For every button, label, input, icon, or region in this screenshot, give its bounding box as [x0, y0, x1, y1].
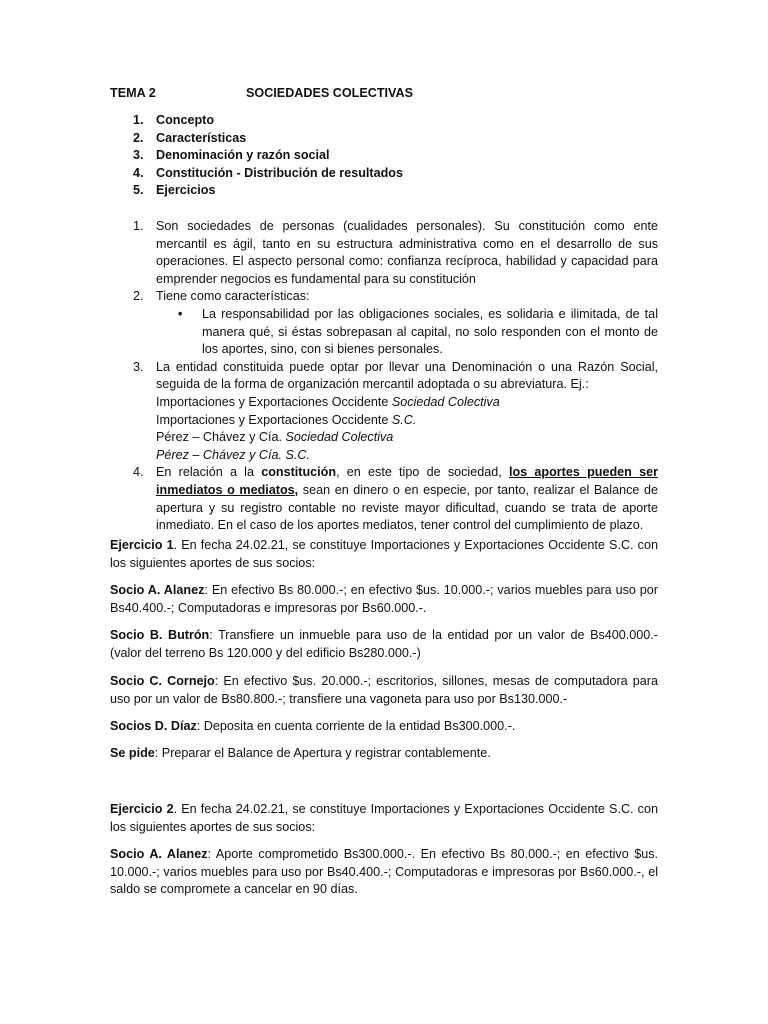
- contents-item: 1. Concepto: [133, 113, 215, 127]
- contents-list: [110, 112, 403, 200]
- content-list: [110, 218, 658, 535]
- contents-item: 5. Ejercicios: [133, 183, 216, 198]
- exercise-1-socio-b: Socio B. Butrón: Transfiere un inmueble para uso de la entidad por un valor de Bs400.000.- (valor del terreno Bs 120.000 y del edificio Bs280.000.-): [110, 628, 658, 660]
- page-title: [110, 85, 413, 103]
- constitution-item: 4. En relación a la constitución, en este tipo de sociedad, los aportes pueden ser inmediatos o mediatos, sean en dinero o en especie, por tanto, realizar el Balance de apertura y su registro contable no reviste mayor dificultad, cuando se trata de aporte inmediato. En el caso de los aportes mediatos, tener control del cumplimiento de plazo.: [133, 465, 658, 533]
- exercise-2-intro: Ejercicio 2. En fecha 24.02.21, se constituye Importaciones y Exportaciones Occidente S.C. con los siguientes aportes de sus socios:: [110, 802, 658, 834]
- exercise-1-socio-a: Socio A. Alanez: En efectivo Bs 80.000.-; en efectivo $us. 10.000.-; varios muebles para uso por Bs40.400.-; Computadoras e impresoras por Bs60.000.-.: [110, 583, 659, 615]
- contents-item: 4. Constitución - Distribución de resultados: [133, 165, 403, 180]
- exercise-2-socio-a: Socio A. Alanez: Aporte comprometido Bs300.000.-. En efectivo Bs 80.000.-; en efectivo $us. 10.000.-; varios muebles para uso por Bs40.400.-; Computadoras e impresoras por Bs60.000.-, el saldo se compromete a cancelar en 90 días.: [110, 847, 658, 897]
- characteristics-bullets: [156, 306, 658, 359]
- bullet-item: • La responsabilidad por las obligaciones sociales, es solidaria e ilimitada, de tal manera qué, si éstas sobrepasan al capital, no solo responden con el monto de los aportes, sino, con si bienes personales.: [178, 306, 658, 357]
- characteristics-text: Tiene como características:: [156, 289, 310, 304]
- contents-item: 3. Denominación y razón social: [133, 148, 330, 163]
- exercise-1-task: Se pide: Preparar el Balance de Apertura y registrar contablemente.: [110, 746, 491, 760]
- exercise-1-intro: Ejercicio 1. En fecha 24.02.21, se constituye Importaciones y Exportaciones Occidente S.C. con los siguientes aportes de sus socios:: [110, 538, 658, 570]
- exercise-1-socio-d: Socios D. Díaz: Deposita en cuenta corriente de la entidad Bs300.000.-.: [110, 719, 516, 733]
- denomination-text: La entidad constituida puede optar por llevar una Denominación o una Razón Social, seguida de la forma de organización mercantil adoptada o su abreviatura. Ej.:: [156, 359, 658, 392]
- denomination-item: 3. La entidad constituida puede optar por llevar una Denominación o una Razón Social, seguida de la forma de organización mercantil adoptada o su abreviatura. Ej.: Importaciones y Exportaciones Occidente Sociedad Colectiva Importaciones y Exportaciones Occidente S.C. Pérez – Chávez y Cía. Sociedad Colectiva Pérez – Chávez y Cía. S.C.: [133, 359, 658, 462]
- concept-text: Son sociedades de personas (cualidades personales). Su constitución como ente mercantil es ágil, tanto en su estructura administrativa como en el desarrollo de sus operaciones. El aspecto personal como: confianza recíproca, habilidad y capacidad para emprender negocios es fundamental para su constitución: [156, 219, 658, 286]
- contents-item: 2. Características: [133, 130, 247, 145]
- characteristics-item: 2. Tiene como características: • La responsabilidad por las obligaciones sociales, es solidaria e ilimitada, de tal manera qué, si éstas sobrepasan al capital, no solo responden con el monto de los aportes, sino, con si bienes personales.: [110, 288, 658, 358]
- concept-item: 1. Son sociedades de personas (cualidades personales). Su constitución como ente mercantil es ágil, tanto en su estructura administrativa como en el desarrollo de sus operaciones. El aspecto personal como: confianza recíproca, habilidad y capacidad para emprender negocios es fundamental para su constitución: [133, 219, 658, 286]
- exercise-1-socio-c: Socio C. Cornejo: En efectivo $us. 20.000.-; escritorios, sillones, mesas de computadora para uso por un valor de Bs80.800.-; transfiere una vagoneta para uso por Bs130.000.-: [110, 674, 658, 706]
- tema-title: SOCIEDADES COLECTIVAS: [246, 86, 414, 100]
- bullet-icon: •: [178, 306, 183, 321]
- tema-number: TEMA 2: [110, 86, 156, 100]
